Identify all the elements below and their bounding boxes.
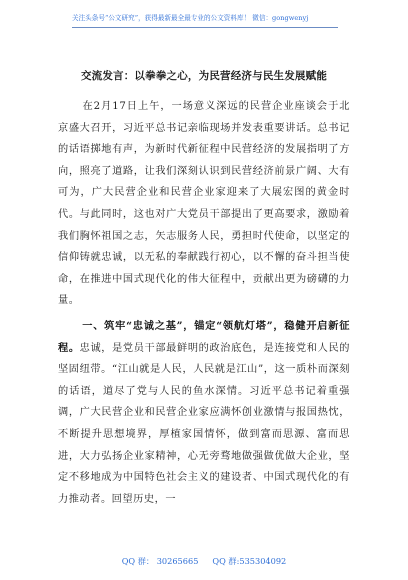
header-banner: 关注头条号“公文研究”，获得最新最全最专业的公文资料库！ 微信：gongwenyj	[72, 14, 309, 22]
paragraph-intro	[58, 96, 350, 312]
section-1-body: 忠诚，是党员干部最鲜明的政治底色，是连接党和人民的坚固纽带。“江山就是人民，人民就是江山”，这一质朴而深刻的话语，道尽了党与人民的鱼水深情。习近平总书记着重强调，广大民营企业和民营企业家应满怀创业激情与报国热忱，不断提升思想境界，厚植家国情怀，做到富而思源、富而思进，大力弘扬企业家精神，心无旁骛地做强做优做大企业，坚定不移地成为中国特色社会主义的建设者、中国式现代化的有力推动者。回望历史，一	[58, 342, 350, 505]
footer-contact	[0, 556, 408, 567]
footer-qq-group-1: QQ 群： 30265665	[121, 556, 199, 566]
header-divider	[72, 27, 338, 28]
section-1-heading: 一、筑牢“忠诚之基”，锚定“领航灯塔”，稳健开启新征程。	[58, 320, 350, 354]
footer-qq-group-2: QQ 群:535304092	[212, 556, 287, 566]
paragraph-section-1	[58, 316, 350, 510]
paragraph-intro-text: 在2月17日上午，一场意义深远的民营企业座谈会于北京盛大召开，习近平总书记亲临现场并发表重要讲话。总书记的话语掷地有声，为新时代新征程中民营经济的发展指明了方向，照亮了道路，让我们深刻认识到民营经济前景广阔、大有可为，广大民营企业和民营企业家迎来了大展宏图的黄金时代。与此同时，这也对广大党员干部提出了更高要求，激励着我们胸怀祖国之志，矢志服务人民，勇担时代使命，以坚定的信仰铸就忠诚，以无私的奉献践行初心，以不懈的奋斗担当使命，在推进中国式现代化的伟大征程中，贡献出更为磅礴的力量。	[58, 101, 350, 307]
document-title: 交流发言：以拳拳之心，为民营经济与民生发展赋能	[80, 70, 328, 82]
